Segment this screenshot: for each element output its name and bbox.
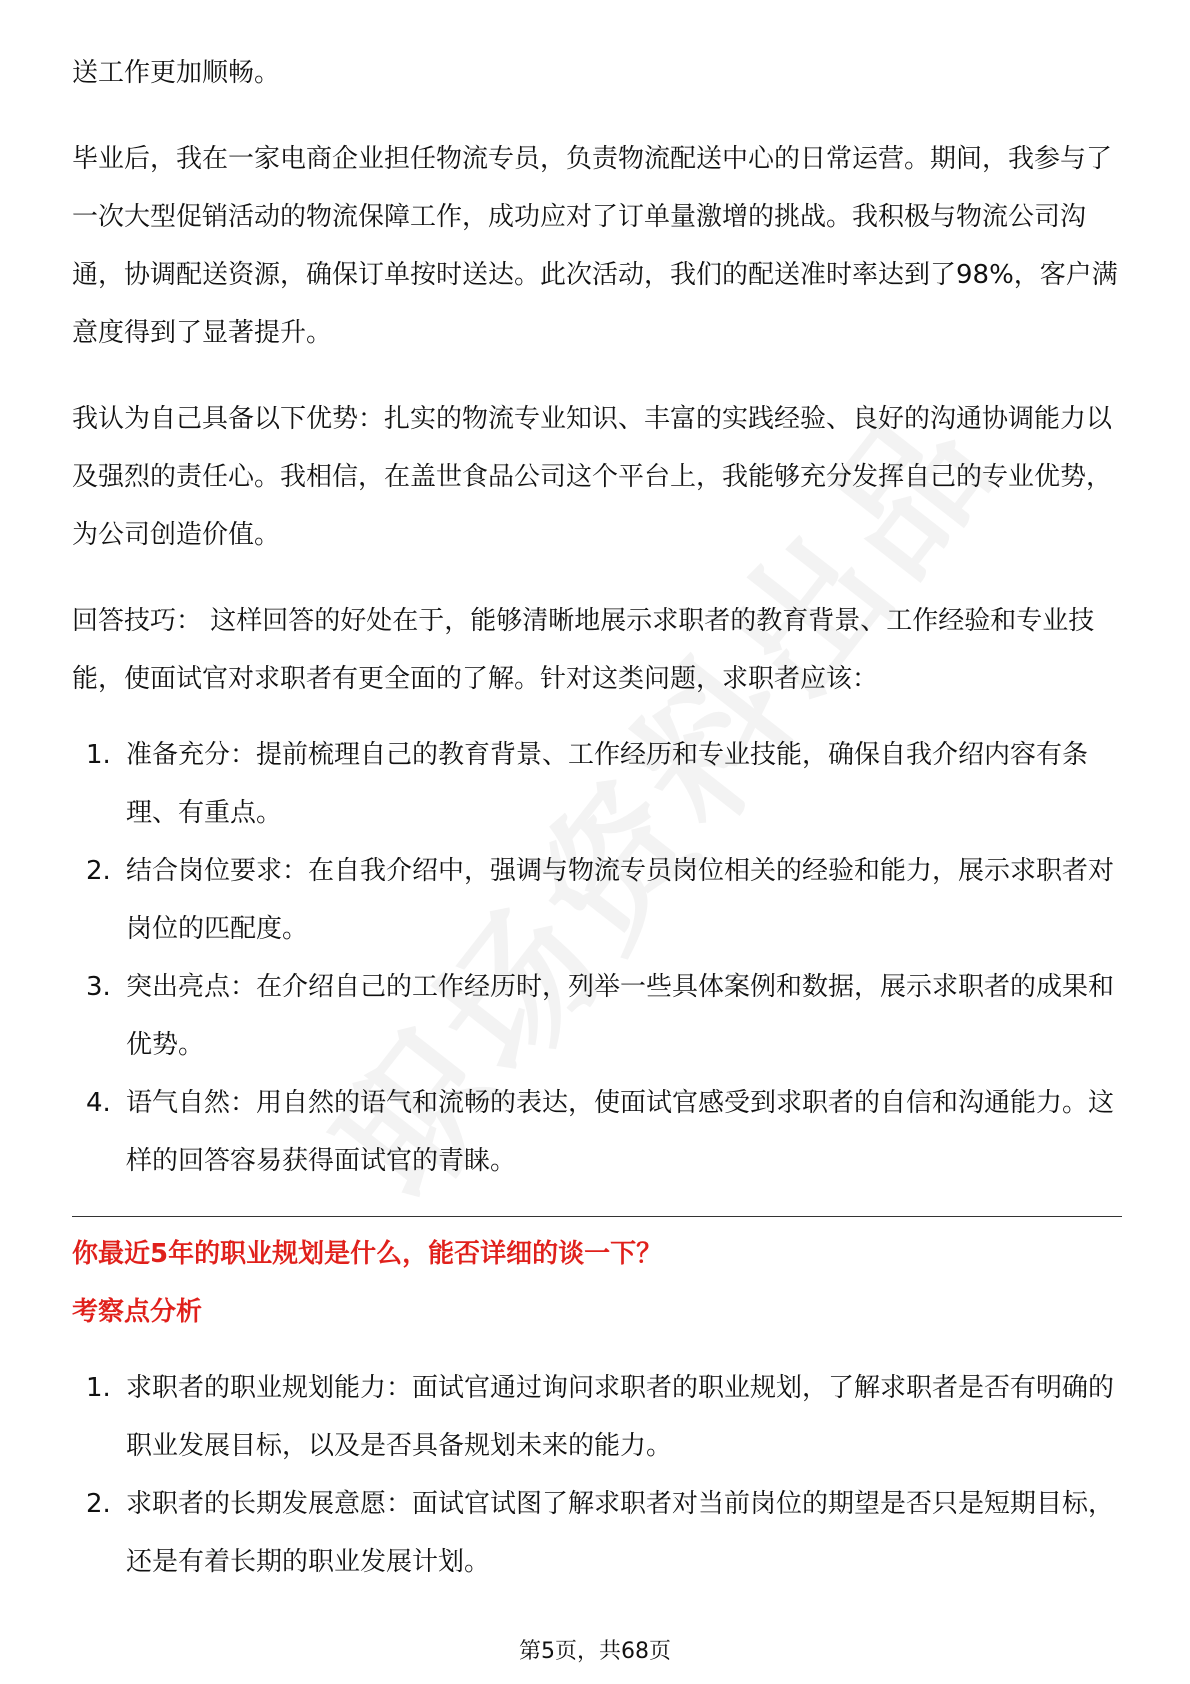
analysis-heading: 考察点分析 bbox=[72, 1297, 203, 1327]
list-text: 准备充分：提前梳理自己的教育背景、工作经历和专业技能，确保自我介绍内容有条理、有重点。 bbox=[126, 740, 1089, 828]
page-content bbox=[72, 44, 1122, 1591]
list-text: 求职者的长期发展意愿：面试官试图了解求职者对当前岗位的期望是否只是短期目标，还是有着长期的职业发展计划。 bbox=[126, 1489, 1115, 1577]
question-title: 你最近5年的职业规划是什么，能否详细的谈一下？ bbox=[72, 1239, 663, 1269]
list-item bbox=[72, 1475, 1122, 1591]
list-number: 1. bbox=[86, 740, 111, 770]
list-item bbox=[72, 1074, 1122, 1190]
paragraph-experience: 毕业后，我在一家电商企业担任物流专员，负责物流配送中心的日常运营。期间，我参与了一次大型促销活动的物流保障工作，成功应对了订单量激增的挑战。我积极与物流公司沟通，协调配送资源，确保订单按时送达。此次活动，我们的配送准时率达到了98%，客户满意度得到了显著提升。 bbox=[72, 144, 1118, 348]
list-text: 求职者的职业规划能力：面试官通过询问求职者的职业规划，了解求职者是否有明确的职业发展目标，以及是否具备规划未来的能力。 bbox=[126, 1373, 1115, 1461]
paragraph-continuation: 送工作更加顺畅。 bbox=[72, 58, 281, 88]
paragraph-strengths: 我认为自己具备以下优势：扎实的物流专业知识、丰富的实践经验、良好的沟通协调能力以及强烈的责任心。我相信，在盖世食品公司这个平台上，我能够充分发挥自己的专业优势，为公司创造价值。 bbox=[72, 404, 1113, 550]
list-text: 突出亮点：在介绍自己的工作经历时，列举一些具体案例和数据，展示求职者的成果和优势。 bbox=[126, 972, 1115, 1060]
analysis-list bbox=[72, 1359, 1122, 1591]
list-item bbox=[72, 958, 1122, 1074]
paragraph-answer-tips: 回答技巧： 这样回答的好处在于，能够清晰地展示求职者的教育背景、工作经验和专业技能，使面试官对求职者有更全面的了解。针对这类问题，求职者应该： bbox=[72, 606, 1095, 694]
list-number: 3. bbox=[86, 972, 111, 1002]
list-item bbox=[72, 726, 1122, 842]
list-text: 语气自然：用自然的语气和流畅的表达，使面试官感受到求职者的自信和沟通能力。这样的回答容易获得面试官的青睐。 bbox=[126, 1088, 1115, 1176]
list-text: 结合岗位要求：在自我介绍中，强调与物流专员岗位相关的经验和能力，展示求职者对岗位的匹配度。 bbox=[126, 856, 1115, 944]
list-number: 2. bbox=[86, 856, 111, 886]
tips-list bbox=[72, 726, 1122, 1190]
list-number: 1. bbox=[86, 1373, 111, 1403]
list-item bbox=[72, 1359, 1122, 1475]
list-item bbox=[72, 842, 1122, 958]
section-divider bbox=[72, 1216, 1122, 1217]
page-footer: 第5页，共68页 bbox=[519, 1639, 671, 1664]
list-number: 2. bbox=[86, 1489, 111, 1519]
list-number: 4. bbox=[86, 1088, 111, 1118]
